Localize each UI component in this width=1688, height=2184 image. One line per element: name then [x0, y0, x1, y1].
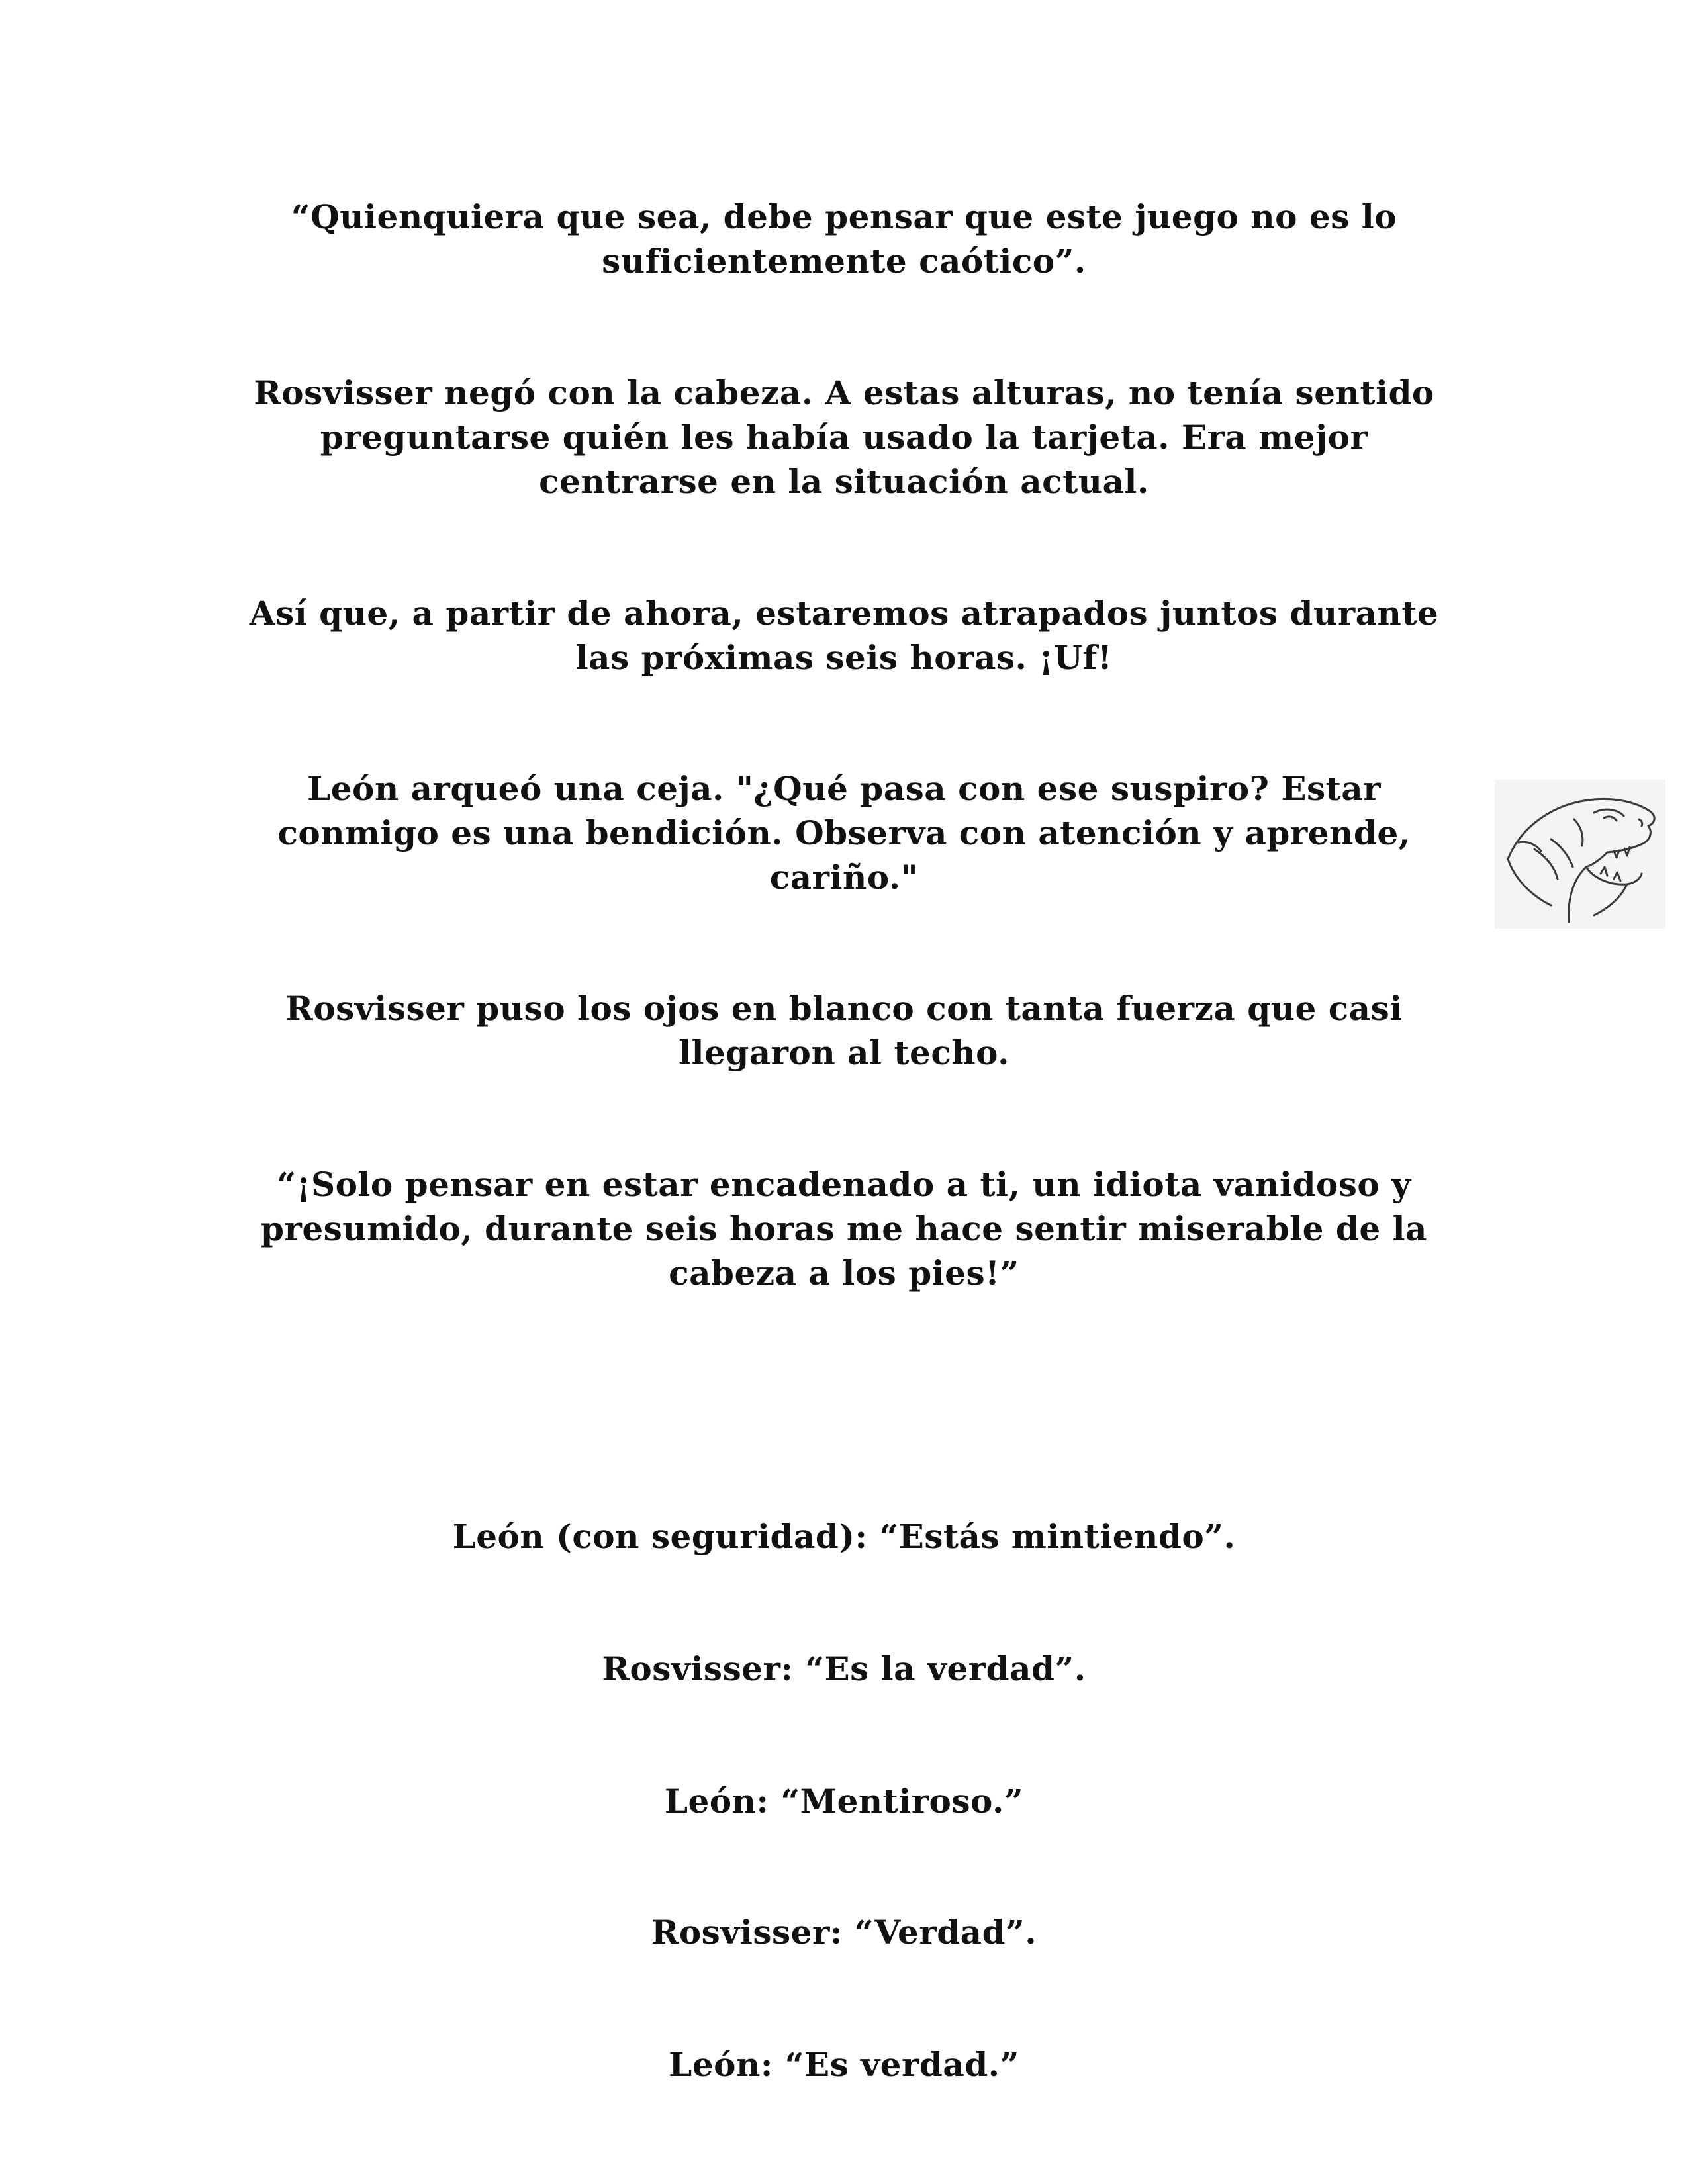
paragraph-4: León arqueó una ceja. "¿Qué pasa con ese suspiro? Estar conmigo es una bendición. Observa con atención y aprende, cariño." [277, 769, 1411, 897]
paragraph-9: León: “Mentiroso.” [664, 1782, 1024, 1821]
paragraph-3: Así que, a partir de ahora, estaremos atrapados juntos durante las próximas seis horas. ¡Uf! [249, 594, 1439, 677]
paragraph-5: Rosvisser puso los ojos en blanco con tanta fuerza que casi llegaron al techo. [285, 989, 1403, 1072]
paragraph-7: León (con seguridad): “Estás mintiendo”. [452, 1517, 1236, 1556]
paragraph-8: Rosvisser: “Es la verdad”. [602, 1649, 1086, 1688]
paragraph-10: Rosvisser: “Verdad”. [651, 1913, 1037, 1952]
paragraph-6: “¡Solo pensar en estar encadenado a ti, un idiota vanidoso y presumido, durante seis horas me hace sentir miserable de la cabeza a los pies!” [261, 1165, 1427, 1293]
paragraph-1: “Quienquiera que sea, debe pensar que este juego no es lo suficientemente caótico”. [291, 197, 1397, 281]
paragraph-11: León: “Es verdad.” [669, 2045, 1019, 2084]
dinosaur-head-sketch-icon [1495, 780, 1665, 929]
paragraph-2: Rosvisser negó con la cabeza. A estas alturas, no tenía sentido preguntarse quién les había usado la tarjeta. Era mejor centrarse en la situación actual. [254, 373, 1434, 501]
